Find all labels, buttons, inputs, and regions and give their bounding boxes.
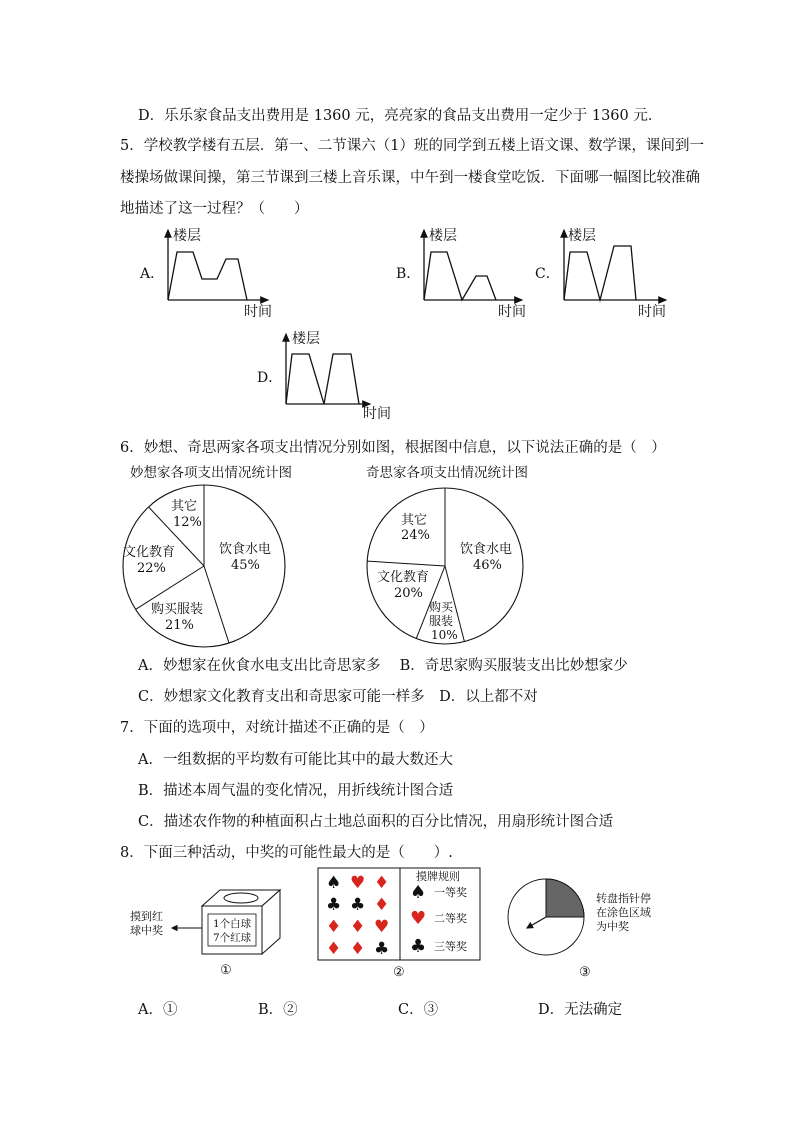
q8-option-d: D．无法确定 [538,1002,623,1018]
q8-option-c: C．③ [398,1002,439,1018]
pie1-label-other: 其它 [171,499,198,514]
card-suit: ♦ [350,939,366,959]
q5-option-b-label: B． [396,266,421,282]
fig1-num: ① [220,963,232,978]
card-suit: ♠ [326,873,342,893]
q8-stem: 8．下面三种活动，中奖的可能性最大的是（ ）. [120,845,453,861]
pie2-pct-other: 24% [401,528,430,543]
spinner-text-1: 转盘指针停 [596,892,651,905]
pie2-label-clothing-2: 服装 [429,614,454,628]
prize-3: 三等奖 [434,940,467,953]
q8-box-figure [130,890,280,978]
q8-option-b: B．② [258,1002,298,1018]
q5-graph-a[interactable] [139,227,272,320]
card-suit: ♥ [350,873,366,893]
q6-options-ab: A．妙想家在伙食水电支出比奇思家多 B．奇思家购买服装支出比妙想家少 [138,658,628,674]
q6-pie-charts [115,478,535,648]
q5-c-ylabel: 楼层 [568,228,596,244]
card-suit: ♦ [374,895,390,915]
q8-cards-figure [318,868,480,980]
q7-option-b: B．描述本周气温的变化情况，用折线统计图合适 [138,783,454,799]
q5-b-xlabel: 时间 [498,304,526,320]
card-suit: ♦ [326,917,342,937]
pie1-label-food: 饮食水电 [219,542,272,557]
box-label-2: 球中奖 [130,924,163,937]
pie2-label-education: 文化教育 [377,570,430,585]
spinner-text-2: 在涂色区域 [596,906,651,919]
prize-1: 一等奖 [434,886,467,899]
card-suit: ♦ [326,939,342,959]
prize-2: 二等奖 [434,912,467,925]
q5-option-c-label: C． [535,266,560,282]
box-ball-2: 7个红球 [213,932,252,944]
q6-chart1-title: 妙想家各项支出情况统计图 [130,465,292,481]
q8-figures [120,864,680,984]
q5-a-xlabel: 时间 [244,304,272,320]
box-ball-1: 1个白球 [213,918,252,930]
q5-graph-b[interactable] [396,227,526,320]
q6-chart2-title: 奇思家各项支出情况统计图 [366,465,528,481]
pie2-pct-education: 20% [394,586,423,601]
q7-stem: 7．下面的选项中，对统计描述不正确的是（ ） [120,720,434,736]
rule-suit: ♥ [410,908,427,929]
card-suit: ♦ [350,917,366,937]
q5-graph-d[interactable] [257,330,391,422]
card-suit: ♣ [374,939,390,959]
q5-option-d-label: D． [257,370,283,386]
q6-options-cd: C．妙想家文化教育支出和奇思家可能一样多 D．以上都不对 [138,689,538,705]
q5-a-ylabel: 楼层 [173,228,201,244]
q4-option-d: D．乐乐家食品支出费用是 1360 元，亮亮家的食品支出费用一定少于 1360 元． [138,108,663,124]
q7-option-c: C．描述农作物的种植面积占土地总面积的百分比情况，用扇形统计图合适 [138,814,614,830]
q5-b-ylabel: 楼层 [429,228,457,244]
q5-graph-c[interactable] [535,227,666,320]
card-suit: ♣ [350,895,366,915]
card-suit: ♥ [374,917,390,937]
pie2-label-clothing-1: 购买 [429,600,454,614]
pie1-pct-food: 45% [231,558,260,573]
box-label-1: 摸到红 [130,910,163,923]
fig3-num: ③ [579,965,591,980]
q5-d-xlabel: 时间 [363,406,391,422]
q5-stem-line3: 地描述了这一过程？（ ） [120,201,309,217]
rule-suit: ♠ [410,882,427,903]
card-suit: ♣ [326,895,342,915]
pie2-label-food: 饮食水电 [460,542,513,557]
pie1-pct-other: 12% [173,515,202,530]
pie2-pct-food: 46% [473,558,502,573]
q8-option-a: A．① [138,1002,178,1018]
pie2-pct-clothing: 10% [431,628,458,642]
pie1-label-clothing: 购买服装 [151,602,204,617]
rule-suit: ♣ [410,936,427,957]
q6-stem: 6．妙想、奇思两家各项支出情况分别如图，根据图中信息，以下说法正确的是（ ） [120,440,666,456]
pie1-pct-education: 22% [137,561,166,576]
q5-stem-line1: 5．学校教学楼有五层．第一、二节课六（1）班的同学到五楼上语文课、数学课，课间到一 [120,138,704,154]
q5-c-xlabel: 时间 [638,304,666,320]
q7-option-a: A．一组数据的平均数有可能比其中的最大数还大 [138,752,453,768]
spinner-text-3: 为中奖 [596,920,629,933]
rules-title: 摸牌规则 [416,870,460,883]
q5-stem-line2: 楼操场做课间操，第三节课到三楼上音乐课，中午到一楼食堂吃饭．下面哪一幅图比较准确 [120,170,700,186]
q5-d-ylabel: 楼层 [292,331,320,347]
fig2-num: ② [393,965,405,980]
pie1-label-education: 文化教育 [123,545,176,560]
pie2-label-other: 其它 [401,513,428,528]
q5-graphs [130,222,690,427]
q5-option-a-label: A． [140,266,165,282]
q8-spinner-figure [508,879,651,980]
card-suit: ♦ [374,873,390,893]
pie1-pct-clothing: 21% [165,618,194,633]
